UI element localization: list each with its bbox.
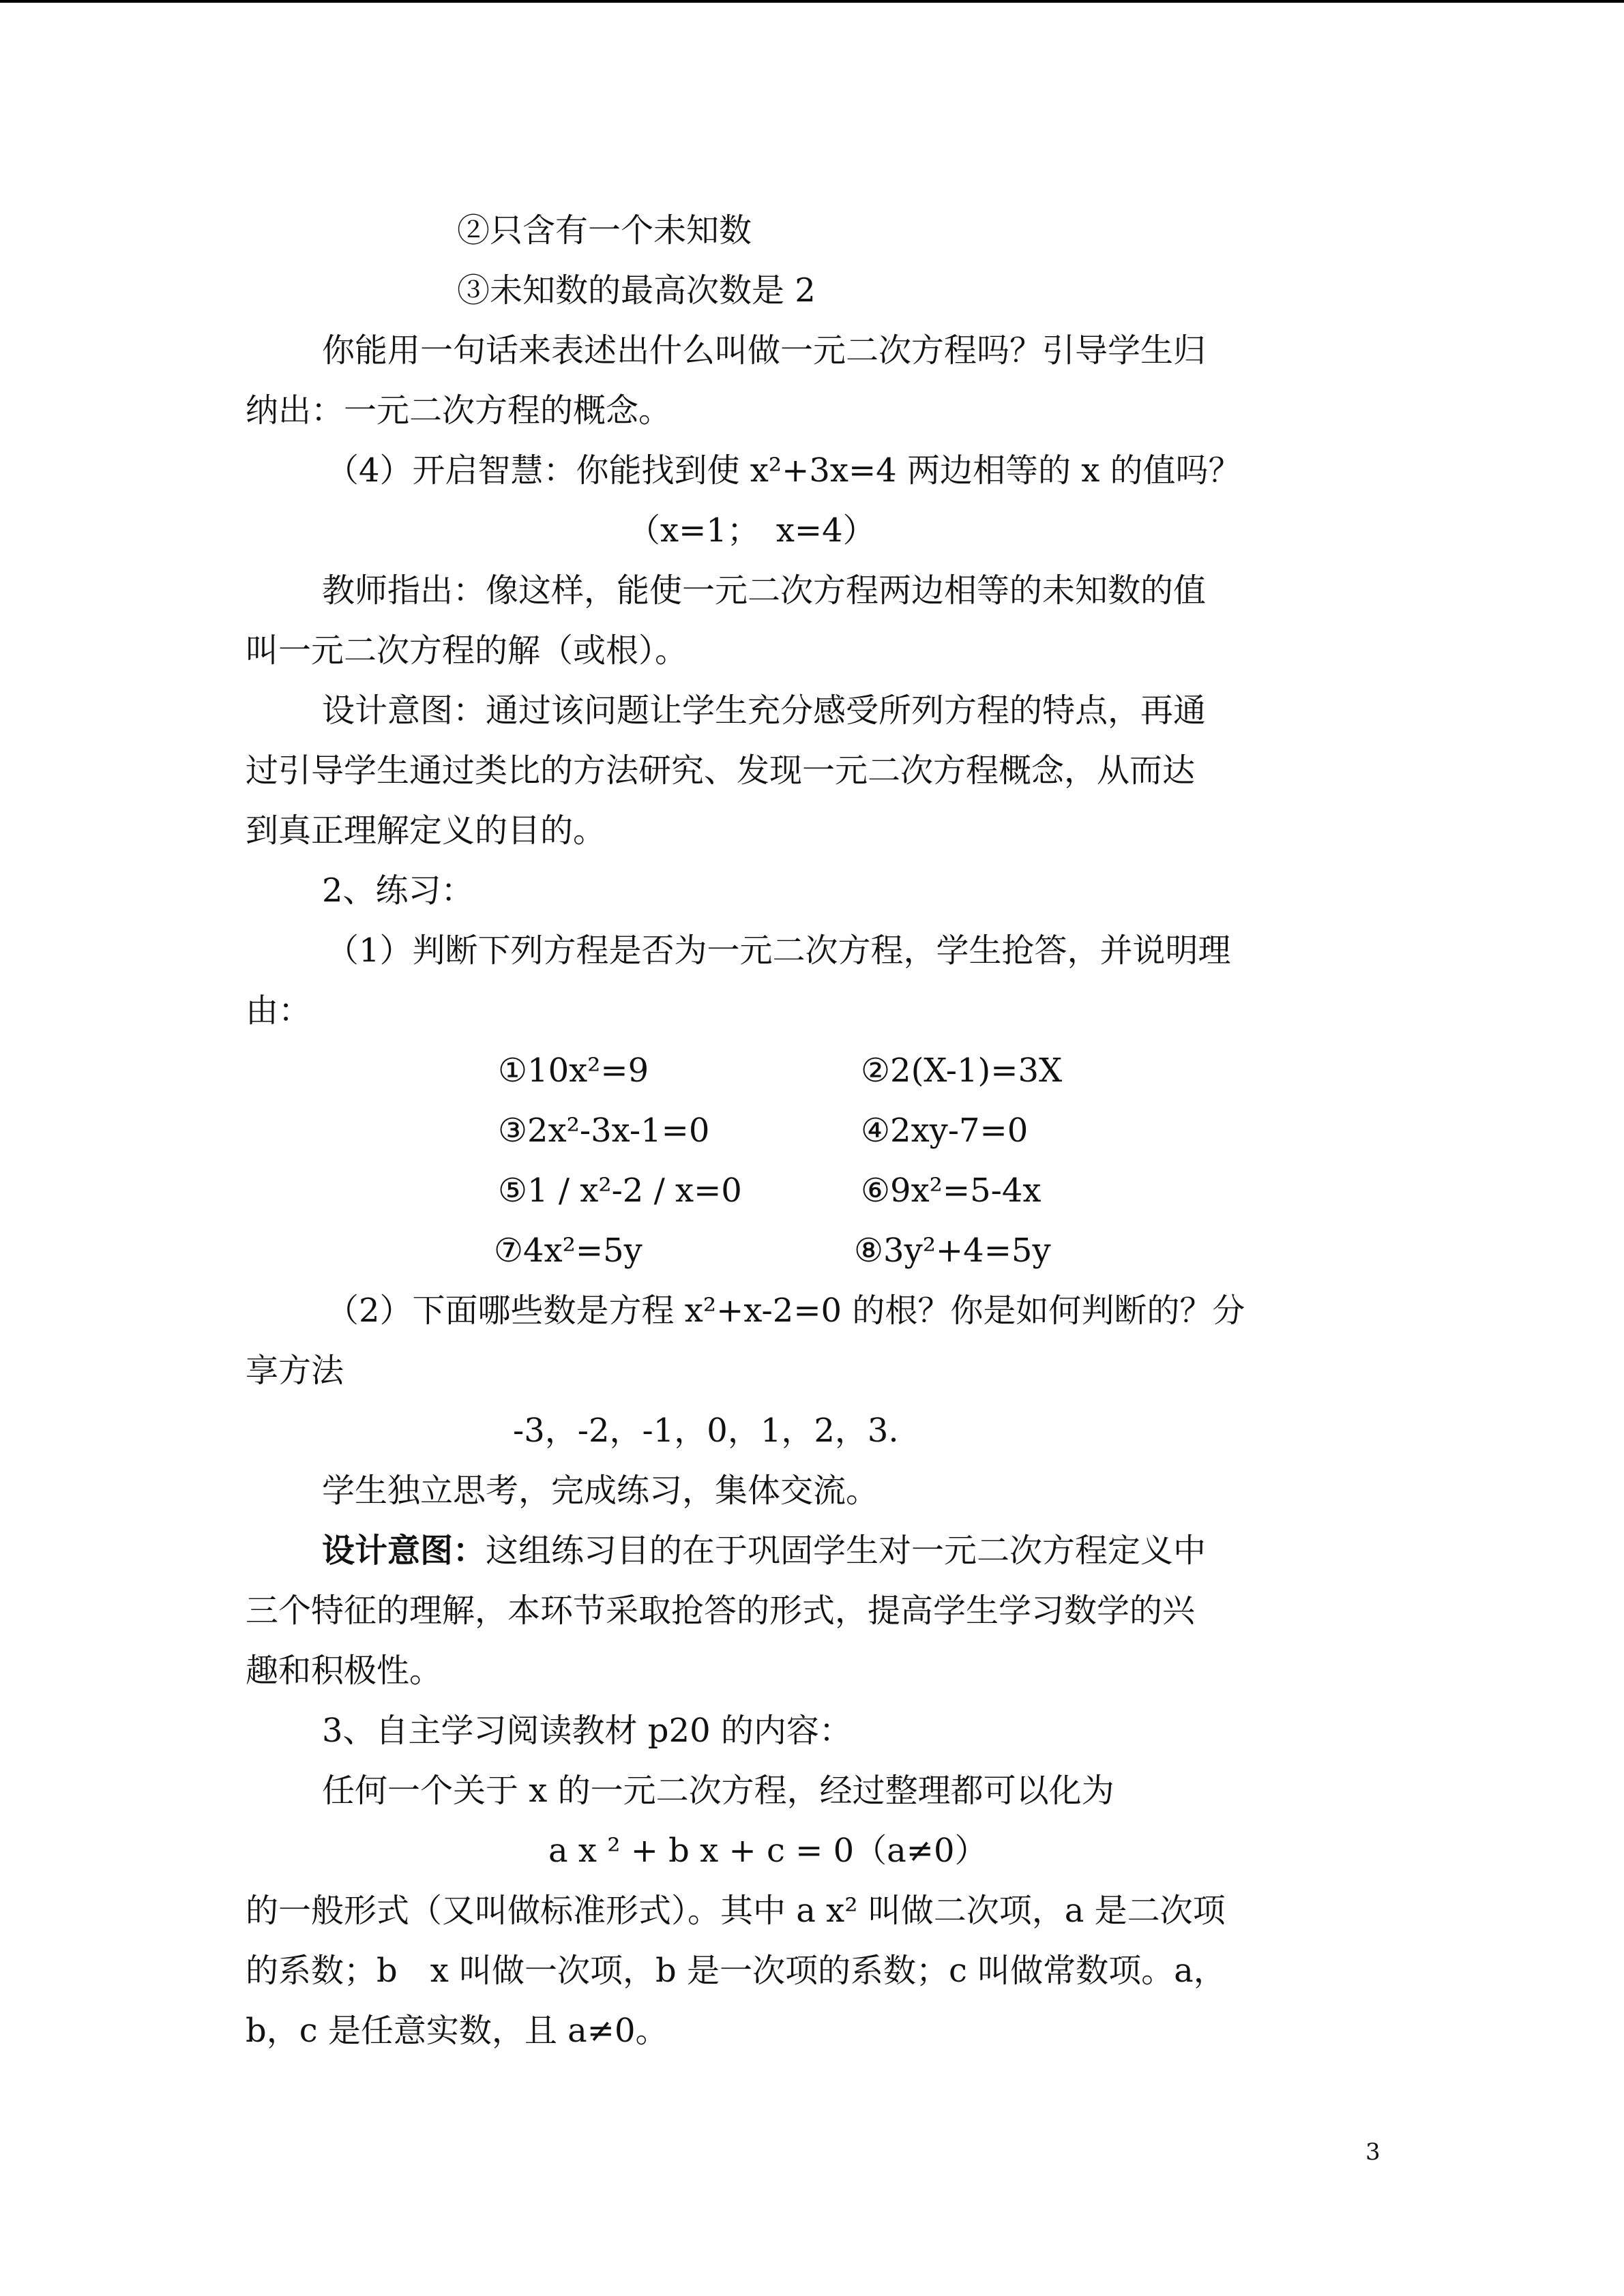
text-line: 的系数；b x 叫做一次项，b 是一次项的系数；c 叫做常数项。a，: [246, 1952, 1226, 1990]
text-line: 2、练习：: [322, 871, 474, 910]
text-line: 纳出：一元二次方程的概念。: [246, 391, 672, 430]
text-line: 过引导学生通过类比的方法研究、发现一元二次方程概念，从而达: [246, 751, 1196, 790]
text-line: -3，-2，-1，0，1，2，3.: [513, 1412, 899, 1450]
text-line: [322, 1530, 1206, 1571]
equation-item: ⑤1 / x²-2 / x=0: [498, 1172, 742, 1210]
text-line: 叫一元二次方程的解（或根）。: [246, 631, 688, 670]
formula-line: a x ² + b x + c = 0（a≠0）: [548, 1832, 988, 1870]
text-line: 设计意图：通过该问题让学生充分感受所列方程的特点，再通: [322, 691, 1207, 730]
equation-item: ⑥9x²=5-4x: [861, 1172, 1042, 1210]
equation-item: ③2x²-3x-1=0: [498, 1112, 710, 1150]
text-line: 享方法: [246, 1352, 344, 1390]
text-line: ③未知数的最高次数是 2: [457, 271, 816, 310]
text-line: 3、自主学习阅读教材 p20 的内容：: [322, 1712, 852, 1750]
top-border: [0, 0, 1624, 3]
equation-item: ⑧3y²+4=5y: [854, 1232, 1051, 1270]
text-line: 教师指出：像这样，能使一元二次方程两边相等的未知数的值: [322, 571, 1207, 610]
page-number: 3: [1365, 2138, 1381, 2166]
text-line: 趣和积极性。: [246, 1652, 443, 1690]
text-line: 任何一个关于 x 的一元二次方程，经过整理都可以化为: [322, 1772, 1114, 1810]
text-line: 由：: [246, 992, 312, 1030]
text-line: ②只含有一个未知数: [457, 211, 752, 250]
text-line: 你能用一句话来表述出什么叫做一元二次方程吗？引导学生归: [322, 331, 1207, 370]
text-span: 这组练习目的在于巩固学生对一元二次方程定义中: [486, 1532, 1207, 1570]
equation-item: ⑦4x²=5y: [494, 1232, 643, 1270]
text-line: b，c 是任意实数，且 a≠0。: [246, 2012, 668, 2050]
text-line: 三个特征的理解，本环节采取抢答的形式，提高学生学习数学的兴: [246, 1592, 1196, 1630]
text-line: （2）下面哪些数是方程 x²+x-2=0 的根？你是如何判断的？分: [326, 1292, 1245, 1330]
text-line: （x=1； x=4）: [628, 511, 876, 550]
text-line: 到真正理解定义的目的。: [246, 811, 606, 850]
text-line: （1）判断下列方程是否为一元二次方程，学生抢答，并说明理: [326, 931, 1231, 970]
equation-item: ④2xy-7=0: [861, 1112, 1029, 1150]
design-intent-label: 设计意图：: [322, 1532, 486, 1570]
text-line: 学生独立思考，完成练习，集体交流。: [322, 1472, 879, 1510]
text-line: 的一般形式（又叫做标准形式）。其中 a x² 叫做二次项，a 是二次项: [246, 1892, 1226, 1930]
text-line: （4）开启智慧：你能找到使 x²+3x=4 两边相等的 x 的值吗？: [326, 451, 1241, 490]
equation-item: ②2(X-1)=3X: [861, 1052, 1063, 1090]
equation-item: ①10x²=9: [498, 1052, 649, 1090]
